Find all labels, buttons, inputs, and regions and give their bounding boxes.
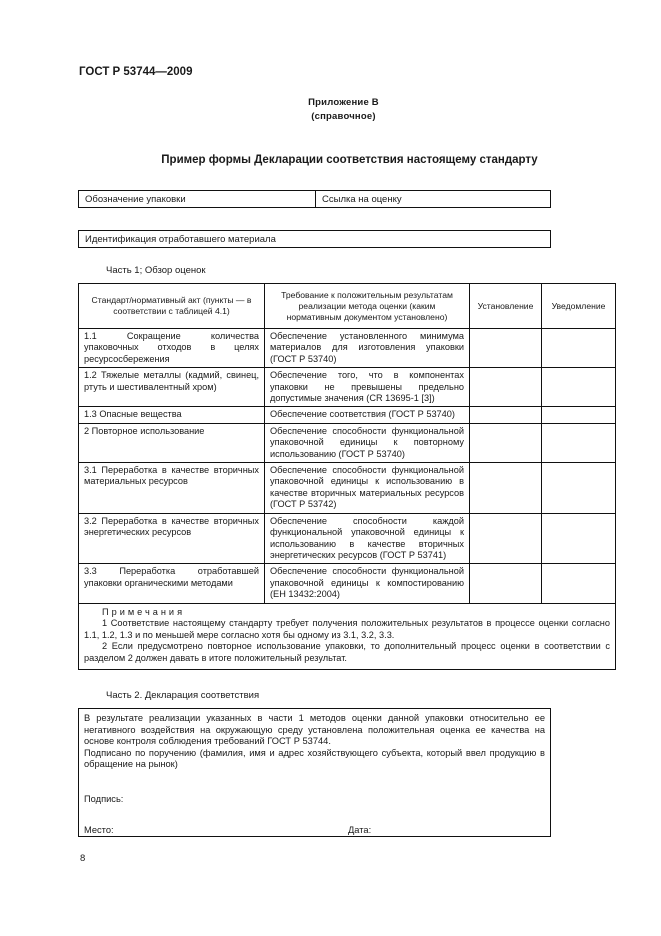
assessment-reference-field[interactable]: Ссылка на оценку: [322, 194, 402, 205]
note-item: 1 Соответствие настоящему стандарту требует получения положительных результатов в процессе оценки согласно 1.1, 1.2, 1.3 и по меньшей мере согласно хотя бы одному из 3.1, 3.2, 3.3.: [84, 618, 610, 640]
establishment-cell[interactable]: [470, 407, 542, 423]
requirement-cell: Обеспечение способности функциональной упаковочной единицы к компостированию (ЕН 13432:2004): [265, 564, 470, 603]
packaging-designation-field[interactable]: Обозначение упаковки: [79, 191, 316, 207]
signed-by-text: Подписано по поручению (фамилия, имя и адрес хозяйствующего субъекта, который ввел продукцию в обращение на рынок): [84, 747, 545, 770]
table-row: [79, 407, 616, 423]
requirement-cell: Обеспечение способности функциональной упаковочной единицы к повторному использованию (ГОСТ Р 53740): [265, 423, 470, 462]
requirement-cell: Обеспечение способности функциональной упаковочной единицы к использованию в качестве вторичных материальных ресурсов (ГОСТ Р 53742): [265, 463, 470, 514]
establishment-cell[interactable]: [470, 368, 542, 407]
annex-status: (справочное): [311, 111, 376, 122]
table-row: [79, 564, 616, 603]
notes-cell: [79, 603, 616, 669]
establishment-cell[interactable]: [470, 564, 542, 603]
establishment-cell[interactable]: [470, 513, 542, 564]
table-row: [79, 368, 616, 407]
standard-cell: 3.1 Переработка в качестве вторичных материальных ресурсов: [79, 463, 265, 514]
notification-cell[interactable]: [542, 463, 616, 514]
waste-material-identification-field[interactable]: Идентификация отработавшего материала: [78, 230, 551, 248]
notification-cell[interactable]: [542, 513, 616, 564]
notification-cell[interactable]: [542, 423, 616, 462]
notes-heading: Примечания: [102, 606, 186, 617]
standard-cell: 2 Повторное использование: [79, 423, 265, 462]
table-header-row: [79, 284, 616, 329]
table-row: [79, 513, 616, 564]
standard-cell: 3.2 Переработка в качестве вторичных энергетических ресурсов: [79, 513, 265, 564]
notification-cell[interactable]: [542, 407, 616, 423]
column-header-establishment: Установление: [470, 284, 542, 329]
notification-cell[interactable]: [542, 368, 616, 407]
table-row: [79, 463, 616, 514]
form-title: Пример формы Декларации соответствия настоящему стандарту: [161, 154, 538, 166]
annex-title: Приложение В: [308, 97, 379, 108]
note-item: 2 Если предусмотрено повторное использование упаковки, то дополнительный процесс оценки в соответствии с разделом 2 должен давать в итоге положительный результат.: [84, 641, 610, 663]
declaration-statement: В результате реализации указанных в части 1 методов оценки данной упаковки относительно ее негативного воздействия на окружающую среду установлена положительная оценка ее качества на основе контроля соблюдения требований ГОСТ Р 53744.: [84, 713, 545, 747]
page-number: 8: [80, 853, 86, 864]
standard-cell: 1.2 Тяжелые металлы (кадмий, свинец, ртуть и шестивалентный хром): [79, 368, 265, 407]
date-field[interactable]: Дата:: [348, 825, 372, 835]
column-header-notification: Уведомление: [542, 284, 616, 329]
notes-row: [79, 603, 616, 669]
part2-label: Часть 2. Декларация соответствия: [106, 690, 260, 701]
assessment-review-table: [78, 283, 616, 670]
column-header-standard: Стандарт/нормативный акт (пункты — в соответствии с таблицей 4.1): [79, 284, 265, 329]
establishment-cell[interactable]: [470, 423, 542, 462]
part1-label: Часть 1; Обзор оценок: [106, 265, 206, 276]
requirement-cell: Обеспечение соответствия (ГОСТ Р 53740): [265, 407, 470, 423]
standard-cell: 3.3 Переработка отработавшей упаковки органическими методами: [79, 564, 265, 603]
requirement-cell: Обеспечение того, что в компонентах упаковки не превышены предельно допустимые значения (CR 13695-1 [3]): [265, 368, 470, 407]
standard-cell: 1.3 Опасные вещества: [79, 407, 265, 423]
notification-cell[interactable]: [542, 564, 616, 603]
standard-cell: 1.1 Сокращение количества упаковочных отходов в целях ресурсосбережения: [79, 329, 265, 368]
establishment-cell[interactable]: [470, 463, 542, 514]
requirement-cell: Обеспечение установленного минимума материалов для изготовления упаковки (ГОСТ Р 53740): [265, 329, 470, 368]
table-row: [79, 423, 616, 462]
establishment-cell[interactable]: [470, 329, 542, 368]
document-code: ГОСТ Р 53744—2009: [79, 66, 193, 78]
table-row: [79, 329, 616, 368]
packaging-info-box: [78, 190, 551, 208]
place-field[interactable]: Место:: [84, 825, 114, 835]
requirement-cell: Обеспечение способности каждой функциональной упаковочной единицы к использованию в качестве вторичных энергетических ресурсов (ГОСТ Р 53741): [265, 513, 470, 564]
signature-field[interactable]: Подпись:: [84, 794, 124, 804]
notification-cell[interactable]: [542, 329, 616, 368]
declaration-box: [78, 708, 551, 837]
column-header-requirement: Требование к положительным результатам реализации метода оценки (каким нормативным документом установлено): [265, 284, 470, 329]
